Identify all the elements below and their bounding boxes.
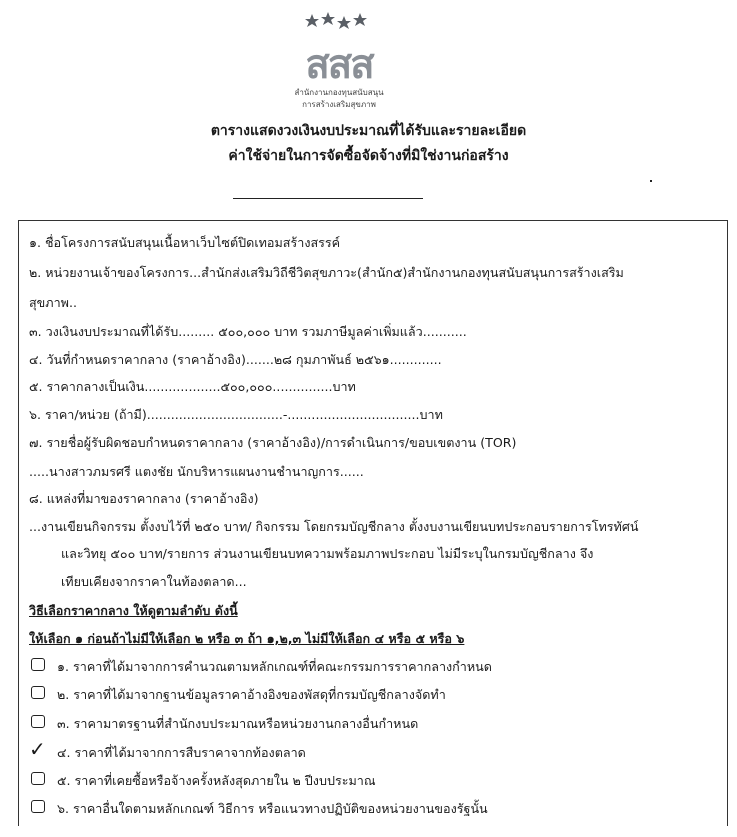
logo-wordmark: สสส: [305, 41, 373, 88]
item-4-date: ๔. วันที่กำหนดราคากลาง (ราคาอ้างอิง).......๒๘ กุมภาพันธ์ ๒๕๖๑.............: [29, 352, 442, 367]
item-5-median-price: ๕. ราคากลางเป็นเงิน...................๕๐๐,๐๐๐...............บาท: [29, 379, 356, 394]
item-7-responsible-name: .....นางสาวภมรศรี แตงชัย นักบริหารแผนงานชำนาญการ......: [29, 464, 364, 479]
logo-subtitle-line1: สำนักงานกองทุนสนับสนุน: [294, 88, 384, 97]
item-8-source-line1: ...งานเขียนกิจกรรม ตั้งงบไว้ที่ ๒๕๐ บาท/ กิจกรรม โดยกรมบัญชีกลาง ตั้งงบงานเขียนบทประกอบรายการโทรทัศน์: [29, 519, 639, 534]
item-6-unit-price: ๖. ราคา/หน่วย (ถ้ามี)..................................-.................................บาท: [29, 407, 443, 422]
item-3-budget: ๓. วงเงินงบประมาณที่ได้รับ......... ๕๐๐,๐๐๐ บาท รวมภาษีมูลค่าเพิ่มแล้ว...........: [29, 324, 467, 339]
option-3-label: ๓. ราคามาตรฐานที่สำนักงบประมาณหรือหน่วยงานกลางอื่นกำหนด: [57, 716, 419, 731]
option-1-checkbox[interactable]: [31, 658, 45, 671]
option-5-checkbox[interactable]: [31, 772, 45, 785]
item-7-responsible: ๗. รายชื่อผู้รับผิดชอบกำหนดราคากลาง (ราคาอ้างอิง)/การดำเนินการ/ขอบเขตงาน (TOR): [29, 435, 517, 450]
option-4-checkmark-icon[interactable]: ✓: [29, 737, 46, 761]
method-rule: ให้เลือก ๑ ก่อนถ้าไม่มีให้เลือก ๒ หรือ ๓ ถ้า ๑,๒,๓ ไม่มีให้เลือก ๔ หรือ ๕ หรือ ๖: [29, 631, 465, 646]
item-1-project-name: ๑. ชื่อโครงการสนับสนุนเนื้อหาเว็บไซต์ปิดเทอมสร้างสรรค์: [29, 235, 341, 250]
option-4-label: ๔. ราคาที่ได้มาจากการสืบราคาจากท้องตลาด: [57, 745, 306, 760]
option-6-label: ๖. ราคาอื่นใดตามหลักเกณฑ์ วิธีการ หรือแนวทางปฏิบัติของหน่วยงานของรัฐนั้น: [57, 801, 488, 816]
document-title-line2: ค่าใช้จ่ายในการจัดซื้อจัดจ้างที่มิใช่งานก่อสร้าง: [228, 148, 509, 164]
sss-logo: [284, 10, 394, 110]
item-8-source-line2: และวิทยุ ๕๐๐ บาท/รายการ ส่วนงานเขียนบทความพร้อมภาพประกอบ ไม่มีระบุในกรมบัญชีกลาง จึง: [61, 546, 594, 561]
option-2-label: ๒. ราคาที่ได้มาจากฐานข้อมูลราคาอ้างอิงของพัสดุที่กรมบัญชีกลางจัดทำ: [57, 687, 446, 702]
option-1-label: ๑. ราคาที่ได้มาจากการคำนวณตามหลักเกณฑ์ที่คณะกรรมการราคากลางกำหนด: [57, 659, 492, 674]
option-3-checkbox[interactable]: [31, 715, 45, 728]
item-8-source: ๘. แหล่งที่มาของราคากลาง (ราคาอ้างอิง): [29, 491, 259, 506]
stray-dot: [650, 180, 652, 182]
title-divider: [233, 198, 423, 199]
item-8-source-line3: เทียบเคียงจากราคาในท้องตลาด...: [61, 574, 247, 589]
method-title: วิธีเลือกราคากลาง ให้ดูตามลำดับ ดังนี้: [29, 603, 238, 618]
option-5-label: ๕. ราคาที่เคยซื้อหรือจ้างครั้งหลังสุดภายใน ๒ ปีงบประมาณ: [57, 773, 376, 788]
option-6-checkbox[interactable]: [31, 800, 45, 813]
document-title-line1: ตารางแสดงวงเงินงบประมาณที่ได้รับและรายละเอียด: [210, 123, 527, 139]
form-box: [18, 220, 728, 826]
item-2-agency: ๒. หน่วยงานเจ้าของโครงการ...สำนักส่งเสริมวิถีชีวิตสุขภาวะ(สำนัก๕)สำนักงานกองทุนสนับสนุนการสร้างเสริม: [29, 265, 624, 280]
logo-subtitle-line2: การสร้างเสริมสุขภาพ: [302, 100, 376, 109]
option-2-checkbox[interactable]: [31, 686, 45, 699]
item-2-agency-cont: สุขภาพ..: [29, 295, 77, 310]
